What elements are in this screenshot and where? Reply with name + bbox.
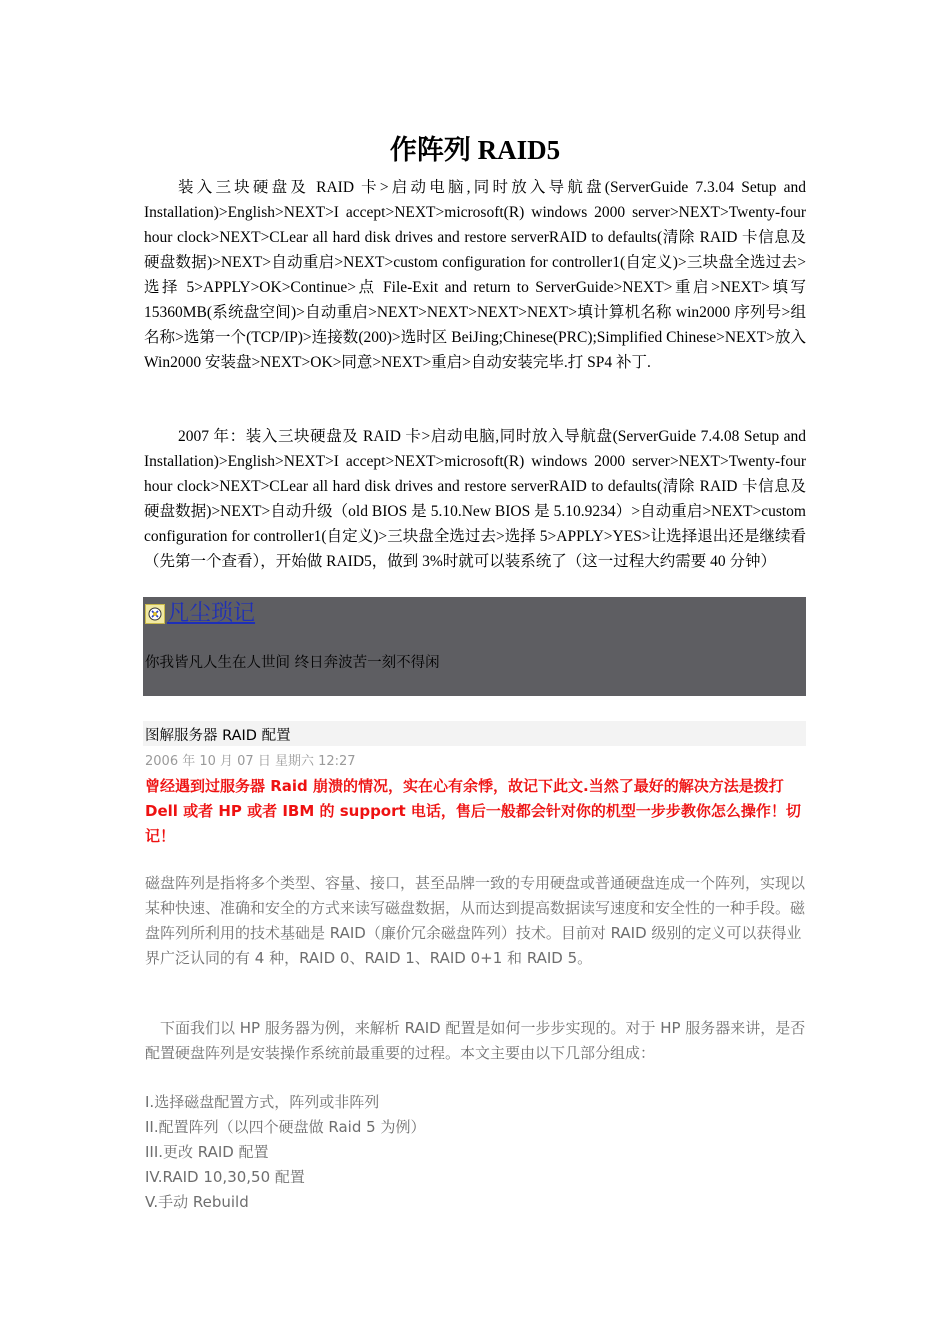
list-item: IV.RAID 10,30,50 配置 [145, 1168, 305, 1186]
warning-paragraph: 曾经遇到过服务器 Raid 崩溃的情况，实在心有余悸，故记下此文.当然了最好的解决方法是拨打 Dell 或者 HP 或者 IBM 的 support 电话，售后一般都会针对你的机型一步步教你怎么操作！切记！ [145, 777, 801, 845]
list-item: V.手动 Rebuild [145, 1193, 249, 1211]
blog-subtitle: 你我皆凡人生在人世间 终日奔波苦一刻不得闲 [145, 655, 440, 671]
blog-header [143, 597, 806, 696]
install-steps-paragraph: 装入三块硬盘及 RAID 卡>启动电脑,同时放入导航盘(ServerGuide 7.3.04 Setup and Installation)>English>NEXT>I accept>NEXT>microsoft(R) windows 2000 server>NEXT>Twenty-four hour clock>NEXT>CLear all hard disk drives and restore serverRAID to defaults(清除 RAID 卡信息及硬盘数据)>NEXT>自动重启>NEXT>custom configuration for controller1(自定义)>三块盘全选过去>选择 5>APPLY>OK>Continue>点 File-Exit and return to ServerGuide>NEXT>重启>NEXT>填写 15360MB(系统盘空间)>自动重启>NEXT>NEXT>NEXT>NEXT>填计算机名称 win2000 序列号>组名称>选第一个(TCP/IP)>连接数(200)>选时区 BeiJing;Chinese(PRC);Simplified Chinese>NEXT>放入 Win2000 安装盘>NEXT>OK>同意>NEXT>重启>自动安装完毕.打 SP4 补丁. [144, 179, 806, 371]
blog-name-row [143, 599, 255, 629]
blog-logo-icon [145, 604, 165, 624]
raid-intro-paragraph: 磁盘阵列是指将多个类型、容量、接口，甚至品牌一致的专用硬盘或普通硬盘连成一个阵列，实现以某种快速、准确和安全的方式来读写磁盘数据，从而达到提高数据读写速度和安全性的一种手段。磁盘阵列所利用的技术基础是 RAID（廉价冗余磁盘阵列）技术。目前对 RAID 级别的定义可以获得业界广泛认同的有 4 种，RAID 0、RAID 1、RAID 0+1 和 RAID 5。 [145, 874, 806, 967]
list-item: III.更改 RAID 配置 [145, 1143, 269, 1161]
list-item: I.选择磁盘配置方式，阵列或非阵列 [145, 1093, 380, 1111]
list-item: II.配置阵列（以四个硬盘做 Raid 5 为例） [145, 1118, 426, 1136]
blog-name-link[interactable]: 凡尘琐记 [167, 601, 256, 626]
install-steps-2007-paragraph: 2007 年：装入三块硬盘及 RAID 卡>启动电脑,同时放入导航盘(ServerGuide 7.4.08 Setup and Installation)>English>NEXT>I accept>NEXT>microsoft(R) windows 2000 server>NEXT>Twenty-four hour clock>NEXT>CLear all hard disk drives and restore serverRAID to defaults(清除 RAID 卡信息及硬盘数据)>NEXT>自动升级（old BIOS 是 5.10.New BIOS 是 5.10.9234）>自动重启>NEXT>custom configuration for controller1(自定义)>三块盘全选过去>选择 5>APPLY>YES>让选择退出还是继续看（先第一个查看），开始做 RAID5，做到 3%时就可以装系统了（这一过程大约需要 40 分钟） [144, 428, 806, 570]
hp-intro-paragraph: 下面我们以 HP 服务器为例，来解析 RAID 配置是如何一步步实现的。对于 HP 服务器来讲，是否配置硬盘阵列是安装操作系统前最重要的过程。本文主要由以下几部分组成： [145, 1019, 806, 1062]
document-title: 作阵列 RAID5 [389, 135, 561, 165]
post-title: 图解服务器 RAID 配置 [145, 728, 291, 744]
post-date: 2006 年 10 月 07 日 星期六 12:27 [145, 754, 356, 769]
section-list [145, 1090, 425, 1215]
post-title-bar [143, 721, 806, 746]
